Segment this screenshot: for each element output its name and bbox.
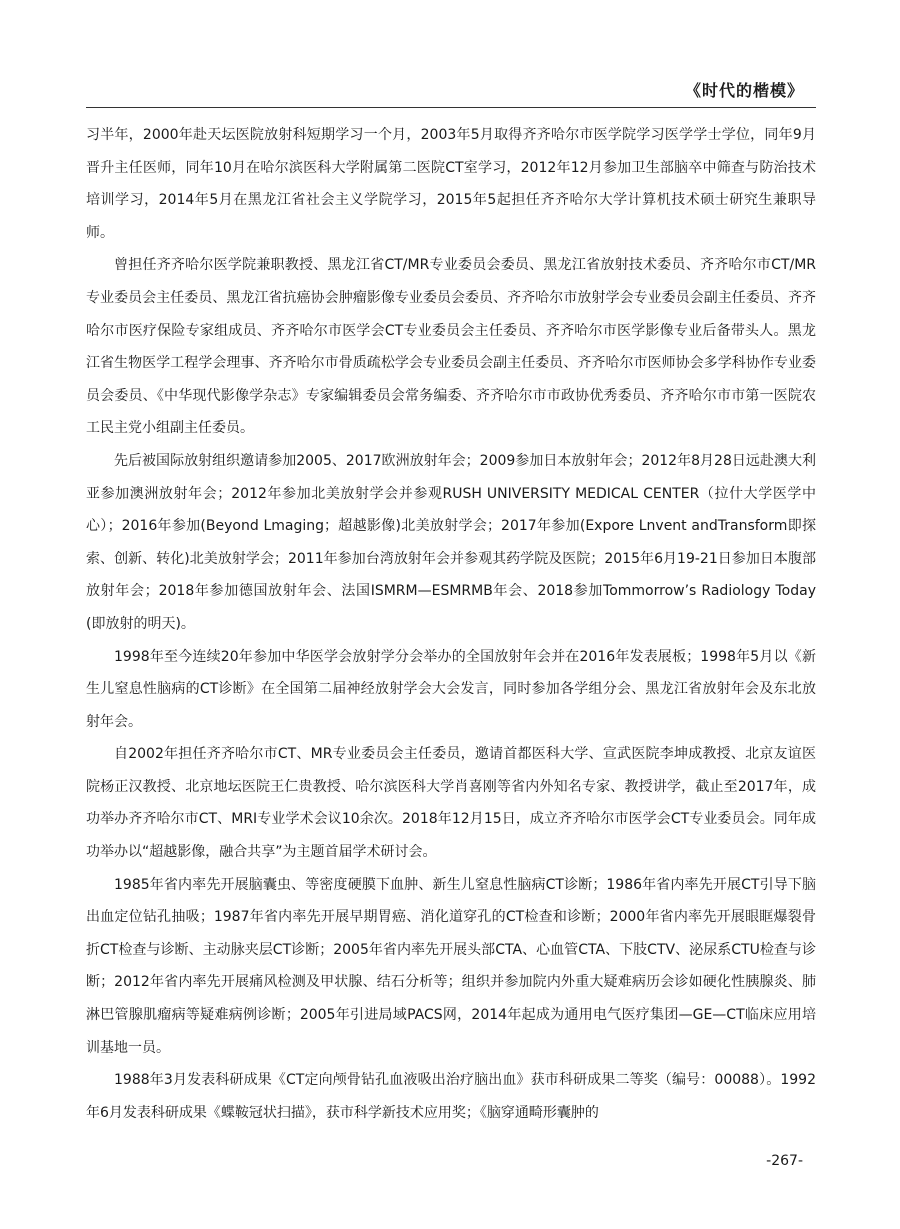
running-header-title: 《时代的楷模》 bbox=[684, 81, 804, 100]
paragraph-3: 先后被国际放射组织邀请参加2005、2017欧洲放射年会；2009参加日本放射年会；2012年8月28日远赴澳大利亚参加澳洲放射年会；2012年参加北美放射学会并参观RUSH UNIVERSITY MEDICAL CENTER（拉什大学医学中心）；2016年参加(Beyond Lmaging；超越影像)北美放射学会；2017年参加(Expore Lnvent andTransform即探索、创新、转化)北美放射学会；2011年参加台湾放射年会并参观其药学院及医院；2015年6月19-21日参加日本腹部放射年会；2018年参加德国放射年会、法国ISMRM—ESMRMB年会、2018参加Tommorrow’s Radiology Today(即放射的明天)。 bbox=[86, 452, 816, 632]
paragraph-6: 1985年省内率先开展脑囊虫、等密度硬膜下血肿、新生儿窒息性脑病CT诊断；1986年省内率先开展CT引导下脑出血定位钻孔抽吸；1987年省内率先开展早期胃癌、消化道穿孔的CT检查和诊断；2000年省内率先开展眼眶爆裂骨折CT检查与诊断、主动脉夹层CT诊断；2005年省内率先开展头部CTA、心血管CTA、下肢CTV、泌尿系CTU检查与诊断；2012年省内率先开展痛风检测及甲状腺、结石分析等；组织并参加院内外重大疑难病历会诊如硬化性胰腺炎、肺淋巴管腺肌瘤病等疑难病例诊断；2005年引进局域PACS网，2014年起成为通用电气医疗集团—GE—CT临床应用培训基地一员。 bbox=[86, 876, 816, 1056]
paragraph-1: 习半年，2000年赴天坛医院放射科短期学习一个月，2003年5月取得齐齐哈尔市医学院学习医学学士学位，同年9月晋升主任医师，同年10月在哈尔滨医科大学附属第二医院CT室学习，2012年12月参加卫生部脑卒中筛查与防治技术培训学习，2014年5月在黑龙江省社会主义学院学习，2015年5起担任齐齐哈尔大学计算机技术硕士研究生兼职导师。 bbox=[86, 127, 816, 241]
paragraph-2: 曾担任齐齐哈尔医学院兼职教授、黑龙江省CT/MR专业委员会委员、黑龙江省放射技术委员、齐齐哈尔市CT/MR专业委员会主任委员、黑龙江省抗癌协会肿瘤影像专业委员会委员、齐齐哈尔市放射学会专业委员会副主任委员、齐齐哈尔市医疗保险专家组成员、齐齐哈尔市医学会CT专业委员会主任委员、齐齐哈尔市医学影像专业后备带头人。黑龙江省生物医学工程学会理事、齐齐哈尔市骨质疏松学会专业委员会副主任委员、齐齐哈尔市医师协会多学科协作专业委员会委员、《中华现代影像学杂志》专家编辑委员会常务编委、齐齐哈尔市市政协优秀委员、齐齐哈尔市市第一医院农工民主党小组副主任委员。 bbox=[86, 257, 816, 437]
paragraph-7: 1988年3月发表科研成果《CT定向颅骨钻孔血液吸出治疗脑出血》获市科研成果二等奖（编号：00088）。1992年6月发表科研成果《蝶鞍冠状扫描》，获市科学新技术应用奖；《脑穿通畸形囊肿的 bbox=[86, 1072, 816, 1121]
body-text bbox=[86, 119, 816, 1129]
page-number: -267- bbox=[766, 1153, 803, 1169]
header-divider bbox=[86, 107, 816, 108]
paragraph-4: 1998年至今连续20年参加中华医学会放射学分会举办的全国放射年会并在2016年发表展板；1998年5月以《新生儿窒息性脑病的CT诊断》在全国第二届神经放射学会大会发言，同时参加各学组分会、黑龙江省放射年会及东北放射年会。 bbox=[86, 648, 816, 730]
paragraph-5: 自2002年担任齐齐哈尔市CT、MR专业委员会主任委员，邀请首都医科大学、宣武医院李坤成教授、北京友谊医院杨正汉教授、北京地坛医院王仁贵教授、哈尔滨医科大学肖喜刚等省内外知名专家、教授讲学，截止至2017年，成功举办齐齐哈尔市CT、MRI专业学术会议10余次。2018年12月15日，成立齐齐哈尔市医学会CT专业委员会。同年成功举办以“超越影像，融合共享”为主题首届学术研讨会。 bbox=[86, 746, 816, 861]
